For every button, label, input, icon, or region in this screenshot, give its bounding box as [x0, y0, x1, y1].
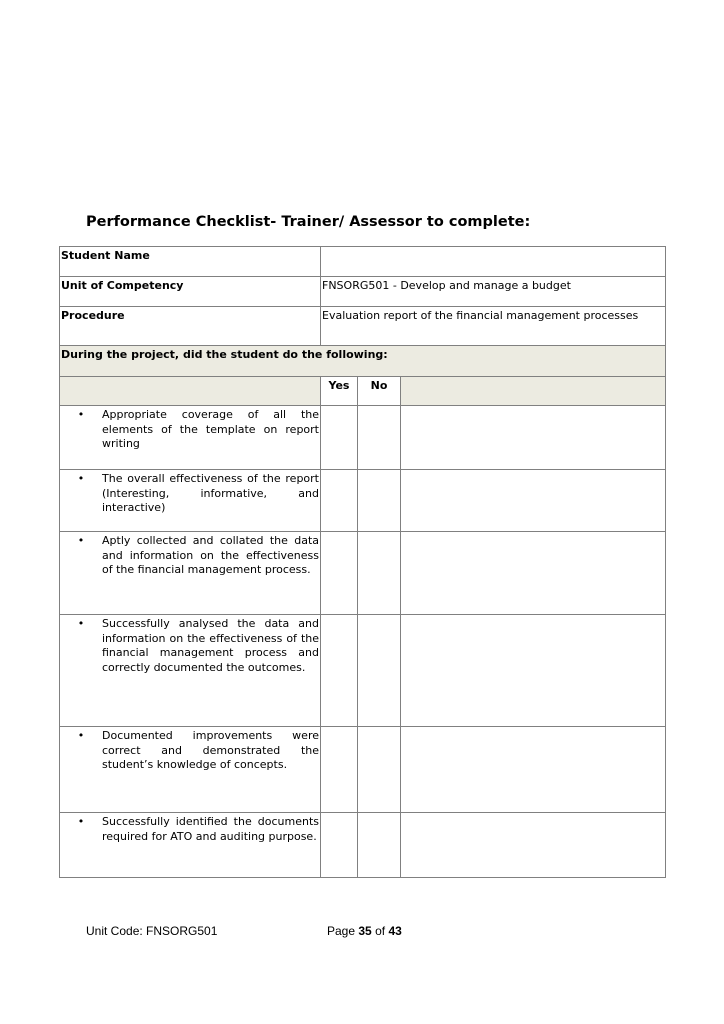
page-of: of	[375, 924, 386, 938]
performance-checklist-table	[59, 246, 666, 878]
bullet-icon: •	[77, 534, 85, 547]
criterion-text: Aptly collected and collated the data and information on the effectiveness of the financial management process.	[102, 534, 319, 576]
yes-checkbox-cell[interactable]	[321, 470, 358, 532]
comment-cell[interactable]	[401, 406, 666, 470]
criterion-text: Successfully analysed the data and information on the effectiveness of the financial management process and correctly documented the outcomes.	[102, 617, 319, 674]
column-header-row	[60, 377, 666, 406]
procedure-row	[60, 307, 666, 346]
no-checkbox-cell[interactable]	[358, 532, 401, 615]
criterion-row	[60, 470, 666, 532]
comment-cell[interactable]	[401, 727, 666, 813]
page-prefix: Page	[327, 924, 356, 938]
page-current: 35	[358, 924, 372, 938]
yes-column-header: Yes	[321, 377, 358, 406]
unit-of-competency-row	[60, 277, 666, 307]
comment-cell[interactable]	[401, 813, 666, 878]
criterion-row	[60, 727, 666, 813]
yes-checkbox-cell[interactable]	[321, 406, 358, 470]
unit-of-competency-value: FNSORG501 - Develop and manage a budget	[321, 277, 666, 307]
no-checkbox-cell[interactable]	[358, 727, 401, 813]
yes-checkbox-cell[interactable]	[321, 532, 358, 615]
procedure-value: Evaluation report of the financial management processes	[321, 307, 666, 346]
unit-of-competency-label: Unit of Competency	[60, 277, 321, 307]
page-title: Performance Checklist- Trainer/ Assessor to complete:	[86, 214, 531, 230]
bullet-icon: •	[77, 472, 85, 485]
section-header: During the project, did the student do the following:	[60, 346, 666, 377]
comment-cell[interactable]	[401, 470, 666, 532]
no-checkbox-cell[interactable]	[358, 615, 401, 727]
comments-header-cell	[401, 377, 666, 406]
footer-unit-code: Unit Code: FNSORG501	[86, 924, 218, 938]
criterion-row	[60, 813, 666, 878]
yes-checkbox-cell[interactable]	[321, 615, 358, 727]
student-name-row	[60, 247, 666, 277]
criterion-text: Appropriate coverage of all the elements of the template on report writing	[102, 408, 319, 450]
no-column-header: No	[358, 377, 401, 406]
no-checkbox-cell[interactable]	[358, 813, 401, 878]
student-name-value[interactable]	[321, 247, 666, 277]
criterion-text: Documented improvements were correct and demonstrated the student’s knowledge of concepts.	[102, 729, 319, 771]
page-total: 43	[388, 924, 402, 938]
yes-checkbox-cell[interactable]	[321, 727, 358, 813]
comment-cell[interactable]	[401, 615, 666, 727]
criterion-row	[60, 532, 666, 615]
footer-page-number	[327, 924, 402, 938]
criterion-text: The overall effectiveness of the report (Interesting, informative, and interactive)	[102, 472, 319, 514]
criterion-text: Successfully identified the documents required for ATO and auditing purpose.	[102, 815, 319, 843]
bullet-icon: •	[77, 408, 85, 421]
bullet-icon: •	[77, 617, 85, 630]
yes-checkbox-cell[interactable]	[321, 813, 358, 878]
no-checkbox-cell[interactable]	[358, 406, 401, 470]
bullet-icon: •	[77, 815, 85, 828]
procedure-label: Procedure	[60, 307, 321, 346]
student-name-label: Student Name	[60, 247, 321, 277]
criterion-row	[60, 406, 666, 470]
criterion-row	[60, 615, 666, 727]
no-checkbox-cell[interactable]	[358, 470, 401, 532]
section-header-row	[60, 346, 666, 377]
criteria-header-cell	[60, 377, 321, 406]
comment-cell[interactable]	[401, 532, 666, 615]
bullet-icon: •	[77, 729, 85, 742]
